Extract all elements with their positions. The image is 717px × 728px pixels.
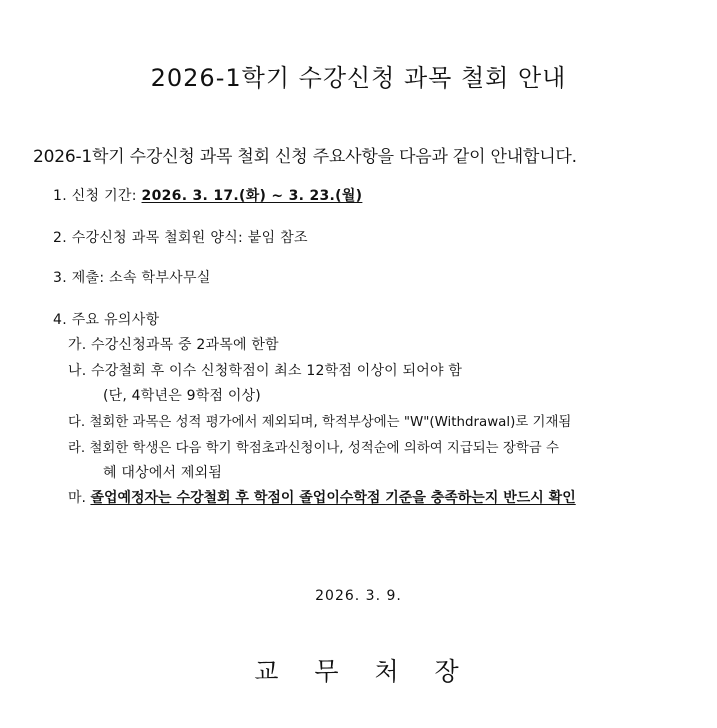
note-na: 나. 수강철회 후 이수 신청학점이 최소 12학점 이상이 되어야 함	[68, 363, 463, 379]
note-ra: 라. 철회한 학생은 다음 학기 학점초과신청이나, 성적순에 의하여 지급되는 장학금 수	[68, 441, 559, 456]
item-period	[53, 185, 362, 205]
issue-date: 2026. 3. 9.	[315, 588, 402, 604]
period-value: 2026. 3. 17.(화) ~ 3. 23.(월)	[141, 188, 363, 204]
item-form: 2. 수강신청 과목 철회원 양식: 붙임 참조	[53, 230, 308, 246]
item-submit: 3. 제출: 소속 학부사무실	[53, 270, 211, 286]
note-ma	[68, 487, 576, 507]
item-notes-heading: 4. 주요 유의사항	[53, 312, 160, 328]
note-ga: 가. 수강신청과목 중 2과목에 한함	[68, 337, 279, 353]
note-na-continued: (단, 4학년은 9학점 이상)	[103, 388, 261, 404]
note-ma-emphasis: 졸업예정자는 수강철회 후 학점이 졸업이수학점 기준을 충족하는지 반드시 확인	[90, 490, 576, 506]
note-da: 다. 철회한 과목은 성적 평가에서 제외되며, 학적부상에는 "W"(Withdrawal)로 기재됨	[68, 415, 572, 430]
note-ma-prefix: 마.	[68, 490, 91, 506]
document-title: 2026-1학기 수강신청 과목 철회 안내	[150, 64, 567, 92]
intro-text: 2026-1학기 수강신청 과목 철회 신청 주요사항을 다음과 같이 안내합니다.	[33, 147, 577, 167]
signer-title: 교 무 처 장	[254, 657, 473, 686]
period-label: 1. 신청 기간:	[53, 188, 142, 204]
note-ra-continued: 혜 대상에서 제외됨	[103, 465, 223, 481]
